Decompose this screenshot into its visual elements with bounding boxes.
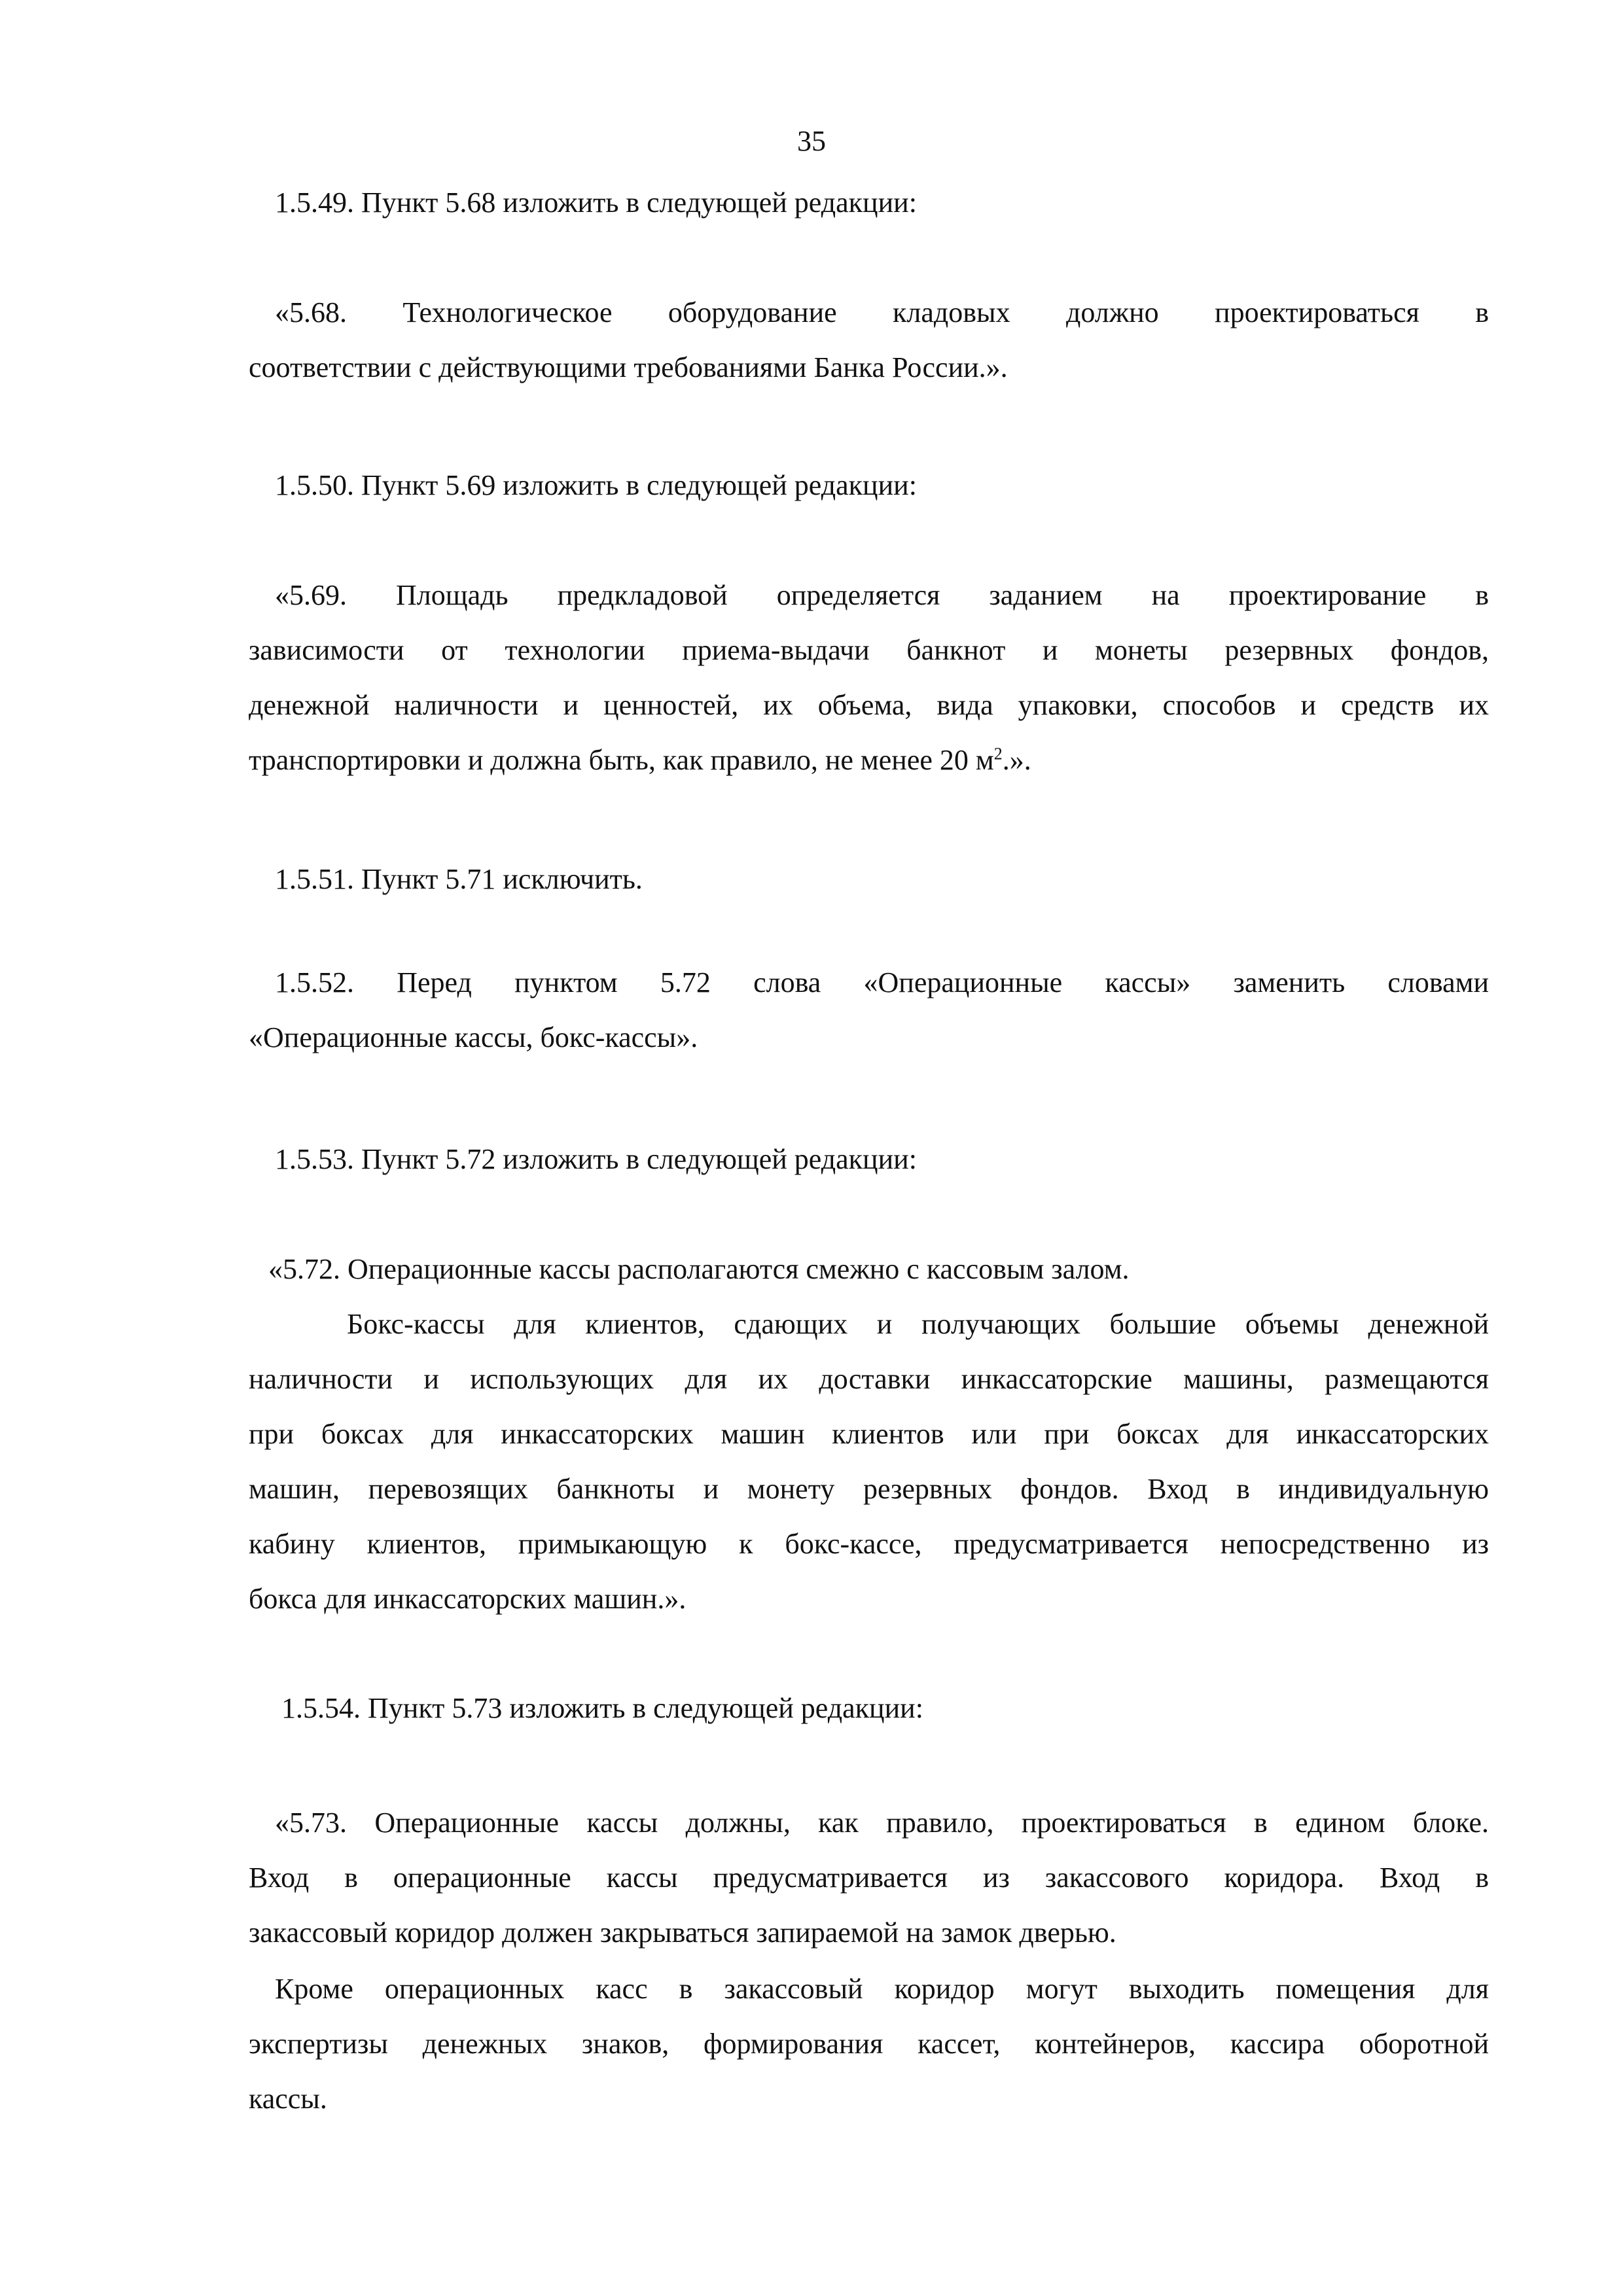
text-run: транспортировки и должна быть, как правило, не менее 20 м	[249, 744, 994, 776]
text-line: «5.72. Операционные кассы располагаются смежно с кассовым залом.	[268, 1253, 1130, 1285]
paragraph-1-5-52	[249, 955, 1489, 1065]
paragraph-1-5-49	[275, 175, 1515, 230]
paragraph-5-73-quote	[249, 1795, 1489, 1960]
text-line: 1.5.50. Пункт 5.69 изложить в следующей редакции:	[275, 469, 917, 501]
text-run: .».	[1002, 744, 1031, 776]
text-line: при боксах для инкассаторских машин клиентов или при боксах для инкассаторских	[249, 1418, 1489, 1450]
paragraph-kassy-corridor	[249, 1962, 1489, 2127]
paragraph-5-72-quote	[268, 1242, 1489, 1297]
paragraph-1-5-54	[281, 1681, 1522, 1736]
text-line: экспертизы денежных знаков, формирования кассет, контейнеров, кассира оборотной	[249, 2028, 1489, 2060]
text-line: машин, перевозящих банкноты и монету резервных фондов. Вход в индивидуальную	[249, 1473, 1489, 1505]
text-line: 1.5.52. Перед пунктом 5.72 слова «Операционные кассы» заменить словами	[275, 966, 1489, 998]
text-line: 1.5.53. Пункт 5.72 изложить в следующей редакции:	[275, 1143, 917, 1175]
text-line: 1.5.49. Пункт 5.68 изложить в следующей редакции:	[275, 186, 917, 219]
text-line: Кроме операционных касс в закассовый коридор могут выходить помещения для	[275, 1973, 1489, 2005]
paragraph-5-69-quote	[249, 568, 1489, 788]
text-line: соответствии с действующими требованиями Банка России.».	[249, 351, 1008, 383]
text-line: «5.69. Площадь предкладовой определяется заданием на проектирование в	[275, 579, 1489, 611]
text-line: закассовый коридор должен закрываться запираемой на замок дверью.	[249, 1916, 1116, 1949]
text-line: бокса для инкассаторских машин.».	[249, 1583, 687, 1615]
text-line: наличности и использующих для их доставки инкассаторские машины, размещаются	[249, 1363, 1489, 1395]
text-line-with-superscript	[249, 733, 1489, 788]
text-line: «Операционные кассы, бокс-кассы».	[249, 1021, 698, 1053]
superscript: 2	[993, 744, 1003, 764]
text-line: кабину клиентов, примыкающую к бокс-кассе, предусматривается непосредственно из	[249, 1528, 1489, 1560]
text-line: «5.68. Технологическое оборудование кладовых должно проектироваться в	[275, 296, 1489, 328]
page-number: 35	[797, 125, 826, 157]
paragraph-box-kassy	[249, 1297, 1489, 1627]
paragraph-1-5-50	[275, 458, 1515, 513]
text-line: кассы.	[249, 2083, 327, 2115]
paragraph-1-5-51	[275, 852, 1515, 907]
text-line: 1.5.51. Пункт 5.71 исключить.	[275, 863, 643, 895]
text-line: Бокс-кассы для клиентов, сдающих и получающих большие объемы денежной	[347, 1308, 1489, 1340]
paragraph-5-68-quote	[249, 285, 1489, 395]
text-line: зависимости от технологии приема-выдачи банкнот и монеты резервных фондов,	[249, 634, 1489, 666]
text-line: «5.73. Операционные кассы должны, как правило, проектироваться в едином блоке.	[275, 1807, 1489, 1839]
paragraph-1-5-53	[275, 1132, 1515, 1187]
text-line: денежной наличности и ценностей, их объема, вида упаковки, способов и средств их	[249, 689, 1489, 721]
text-line: 1.5.54. Пункт 5.73 изложить в следующей редакции:	[281, 1692, 923, 1724]
text-line: Вход в операционные кассы предусматривается из закассового коридора. Вход в	[249, 1862, 1489, 1894]
